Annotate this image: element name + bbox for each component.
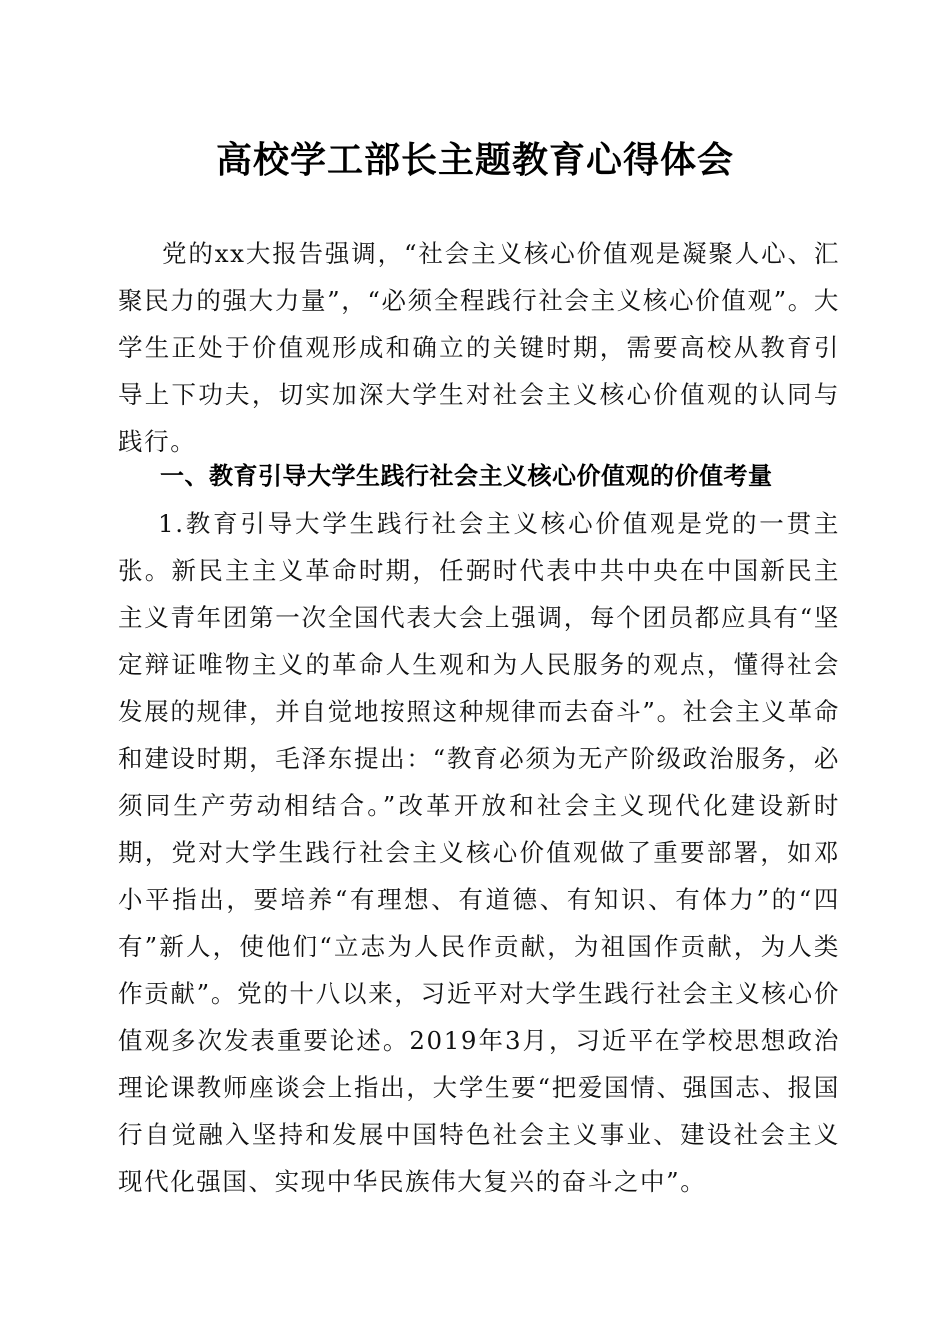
document-title: 高校学工部长主题教育心得体会 bbox=[215, 139, 734, 181]
paragraph-intro: 党的xx大报告强调，“社会主义核心价值观是凝聚人心、汇聚民力的强大力量”，“必须全程践行社会主义核心价值观”。大学生正处于价值观形成和确立的关键时期，需要高校从教育引导上下功夫，切实加深大学生对社会主义核心价值观的认同与践行。 bbox=[118, 239, 840, 456]
paragraph-section-1-point-1: 1.教育引导大学生践行社会主义核心价值观是党的一贯主张。新民主主义革命时期，任弼时代表中共中央在中国新民主主义青年团第一次全国代表大会上强调，每个团员都应具有“坚定辩证唯物主义的革命人生观和为人民服务的观点，懂得社会发展的规律，并自觉地按照这种规律而去奋斗”。社会主义革命和建设时期，毛泽东提出：“教育必须为无产阶级政治服务，必须同生产劳动相结合。”改革开放和社会主义现代化建设新时期，党对大学生践行社会主义核心价值观做了重要部署，如邓小平指出，要培养“有理想、有道德、有知识、有体力”的“四有”新人，使他们“立志为人民作贡献，为祖国作贡献，为人类作贡献”。党的十八以来，习近平对大学生践行社会主义核心价值观多次发表重要论述。2019年3月，习近平在学校思想政治理论课教师座谈会上指出，大学生要“把爱国情、强国志、报国行自觉融入坚持和发展中国特色社会主义事业、建设社会主义现代化强国、实现中华民族伟大复兴的奋斗之中”。 bbox=[118, 509, 840, 1196]
section-heading-1: 一、教育引导大学生践行社会主义核心价值观的价值考量 bbox=[160, 462, 773, 490]
